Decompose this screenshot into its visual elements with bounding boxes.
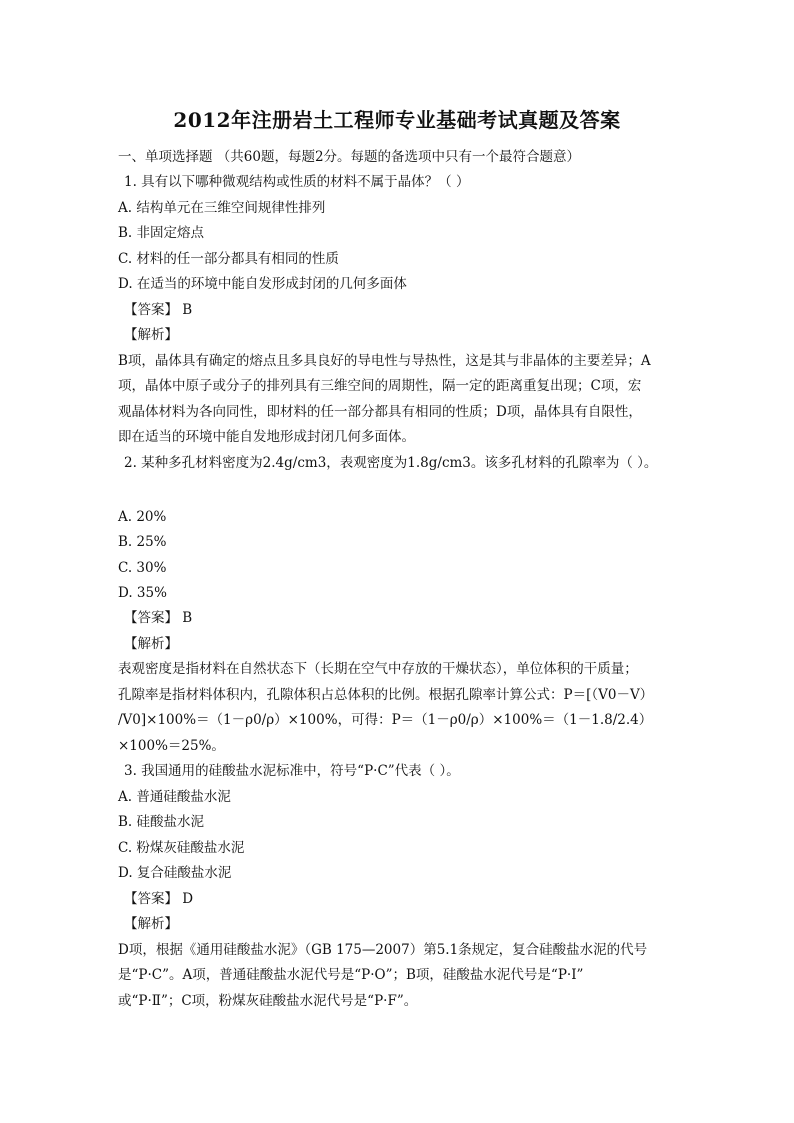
question-1-analysis-line: B项，晶体具有确定的熔点且多具良好的导电性与导热性，这是其与非晶体的主要差异；A <box>118 353 651 369</box>
question-3-analysis-line: D项，根据《通用硅酸盐水泥》（GB 175—2007）第5.1条规定，复合硅酸盐水泥的代号 <box>118 942 648 958</box>
question-2-option-a: A. 20% <box>118 509 167 525</box>
question-1-answer: 【答案】 B <box>124 302 193 318</box>
question-3-option-a: A. 普通硅酸盐水泥 <box>118 789 231 805</box>
question-1-option-a: A. 结构单元在三维空间规律性排列 <box>118 200 326 216</box>
question-2-analysis-line: 孔隙率是指材料体积内，孔隙体积占总体积的比例。根据孔隙率计算公式：P＝[（V0－V） <box>118 687 654 703</box>
question-2-analysis-line: /V0]×100%＝（1－ρ0/ρ）×100%，可得：P＝（1－ρ0/ρ）×100%＝（1－1.8/2.4） <box>118 712 653 728</box>
question-2-analysis-line: ×100%＝25%。 <box>118 738 225 754</box>
question-2-analysis-label: 【解析】 <box>124 636 178 652</box>
question-1-analysis-line: 项，晶体中原子或分子的排列具有三维空间的周期性，隔一定的距离重复出现；C项，宏 <box>118 378 642 394</box>
question-3-option-d: D. 复合硅酸盐水泥 <box>118 865 232 881</box>
page-title: 2012年注册岩土工程师专业基础考试真题及答案 <box>173 108 621 132</box>
question-2-option-c: C. 30% <box>118 560 167 576</box>
question-1-option-c: C. 材料的任一部分都具有相同的性质 <box>118 251 339 267</box>
question-2-option-b: B. 25% <box>118 534 167 550</box>
question-1-option-d: D. 在适当的环境中能自发形成封闭的几何多面体 <box>118 276 407 292</box>
question-1-analysis-label: 【解析】 <box>124 327 178 343</box>
question-3-stem: 3. 我国通用的硅酸盐水泥标准中，符号“P·C”代表（ ）。 <box>124 763 460 779</box>
question-1-stem: 1. 具有以下哪种微观结构或性质的材料不属于晶体？（ ） <box>124 174 470 190</box>
question-3-answer: 【答案】 D <box>124 891 194 907</box>
question-2-analysis-line: 表观密度是指材料在自然状态下（长期在空气中存放的干燥状态），单位体积的干质量； <box>118 661 638 677</box>
question-2-stem: 2. 某种多孔材料密度为2.4g/cm3，表观密度为1.8g/cm3。该多孔材料的孔隙率为（ ）。 <box>124 455 658 471</box>
section-heading: 一、单项选择题 （共60题，每题2分。每题的备选项中只有一个最符合题意） <box>118 149 581 165</box>
question-2-answer: 【答案】 B <box>124 610 193 626</box>
question-1-analysis-line: 即在适当的环境中能自发地形成封闭几何多面体。 <box>118 429 415 445</box>
question-1-analysis-line: 观晶体材料为各向同性，即材料的任一部分都具有相同的性质；D项，晶体具有自限性， <box>118 404 642 420</box>
question-3-analysis-label: 【解析】 <box>124 916 178 932</box>
question-3-analysis-line: 或“P·Ⅱ”；C项，粉煤灰硅酸盐水泥代号是“P·F”。 <box>118 993 418 1009</box>
question-2-option-d: D. 35% <box>118 585 167 601</box>
question-3-option-b: B. 硅酸盐水泥 <box>118 814 205 830</box>
question-3-option-c: C. 粉煤灰硅酸盐水泥 <box>118 840 245 856</box>
question-1-option-b: B. 非固定熔点 <box>118 225 205 241</box>
question-3-analysis-line: 是“P·C”。A项，普通硅酸盐水泥代号是“P·O”；B项，硅酸盐水泥代号是“P·Ⅰ” <box>118 967 584 983</box>
